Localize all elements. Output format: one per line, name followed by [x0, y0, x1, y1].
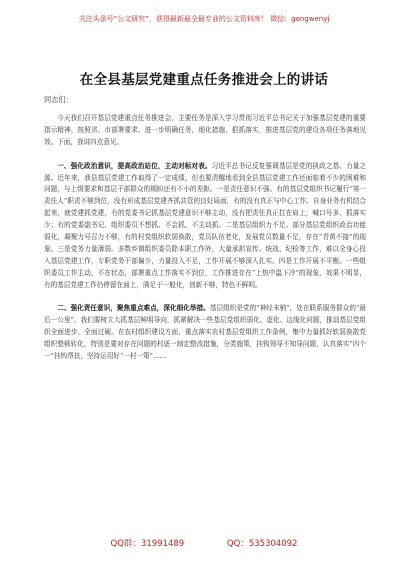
paragraph-gap: [44, 149, 366, 161]
footer-contact: [0, 537, 408, 549]
document-salutation: 同志们：: [44, 95, 73, 104]
paragraph-section-1: [44, 161, 366, 292]
footer-qq: QQ：535304092: [226, 539, 298, 549]
paragraph-text: 习近平总书记反复强调基层是党的执政之基、力量之源。近年来，我县基层党建工作取得了一定成绩，但也要清醒地看到全县基层党建工作还面临着不少的困难和问题，与上级要求和基层干部群众的期盼还有不小的差距。一是责任意识不强。有的基层党组织书记履行“第一责任人”职责不够到位，没有形成基层党建齐抓共管的良好局面，有的没有真正与中心工作、自身业务有机结合起来，就党建抓党建，有的党委书记抓基层党建意识不够主动，没有把责任真正扛在肩上，喊口号多、抓落实少；有的党委副书记、组织委员不想抓、不会抓、不主动抓。二是基层组织力不足。部分基层党组织政治功能弱化，凝聚力号召力不够，有的村党组织软弱涣散，党员队伍老化，发展党员数量不足，存在“青黄不接”的现象。三是党务力量薄弱。多数乡镇组织委员除本职工作外，大量承担宣传、统战、纪检等工作，难以全身心投入基层党建工作，专职党务干部偏少，力量投入不足，工作开展不够深入扎实。四是工作开展不平衡。一些组织委员工作主动，不在状态，部署重点工作落实不到位，工作推进存在“上热中温下冷”的现象，效果不明显，有的基层党建工作仍停留在面上，满足于一般化，创新不够，特色不鲜明。: [44, 161, 367, 289]
paragraph-gap: [44, 292, 366, 304]
document-body: [44, 113, 366, 363]
paragraph-intro: [44, 113, 366, 149]
header-promo-line: 关注头条号“公文研究”，获得最新最全最专业的公文资料库！ 微信：gongwenyj: [78, 15, 330, 23]
paragraph-section-2: [44, 303, 366, 363]
header-promo-note: [0, 14, 408, 24]
paragraph-text: 今天我们召开基层党建重点任务推进会，主要任务是深入学习贯彻习近平总书记关于加强基层党建的重要指示精神，按照省、市部署要求，进一步明确任务，细化措施，狠抓落实，推进基层党的建设各项任务落地见效。下面，我讲四点意见。: [44, 114, 366, 146]
document-title: 在全县基层党建重点任务推进会上的讲话: [79, 72, 329, 88]
footer-qq-group: QQ群：31991489: [110, 539, 185, 549]
section-heading: 一、强化政治意识，提高政治站位，主动对标对表。: [57, 161, 212, 170]
paragraph-text: 基层组织是党的“神经末梢”，处在联系服务群众的“最后一公里”。我们要树立大抓基层鲜明导向，抓紧解决一些基层党组织弱化、虚化、边缘化问题，推动基层党组织全面进步、全面过硬。在农村组织建设方面，重点落实农村基层党组织工作条例，集中力量抓好软弱涣散党组织整顿转化，特别是要对存在问题的村逐一制定整改措施，分类施策，挂钩领导不知导问题，认真落实“四个一”挂钩帮扶，坚持运用好“一村一策”……: [44, 304, 366, 361]
section-heading: 二、强化责任意识，聚焦重点难点，深化细化举措。: [57, 304, 210, 313]
